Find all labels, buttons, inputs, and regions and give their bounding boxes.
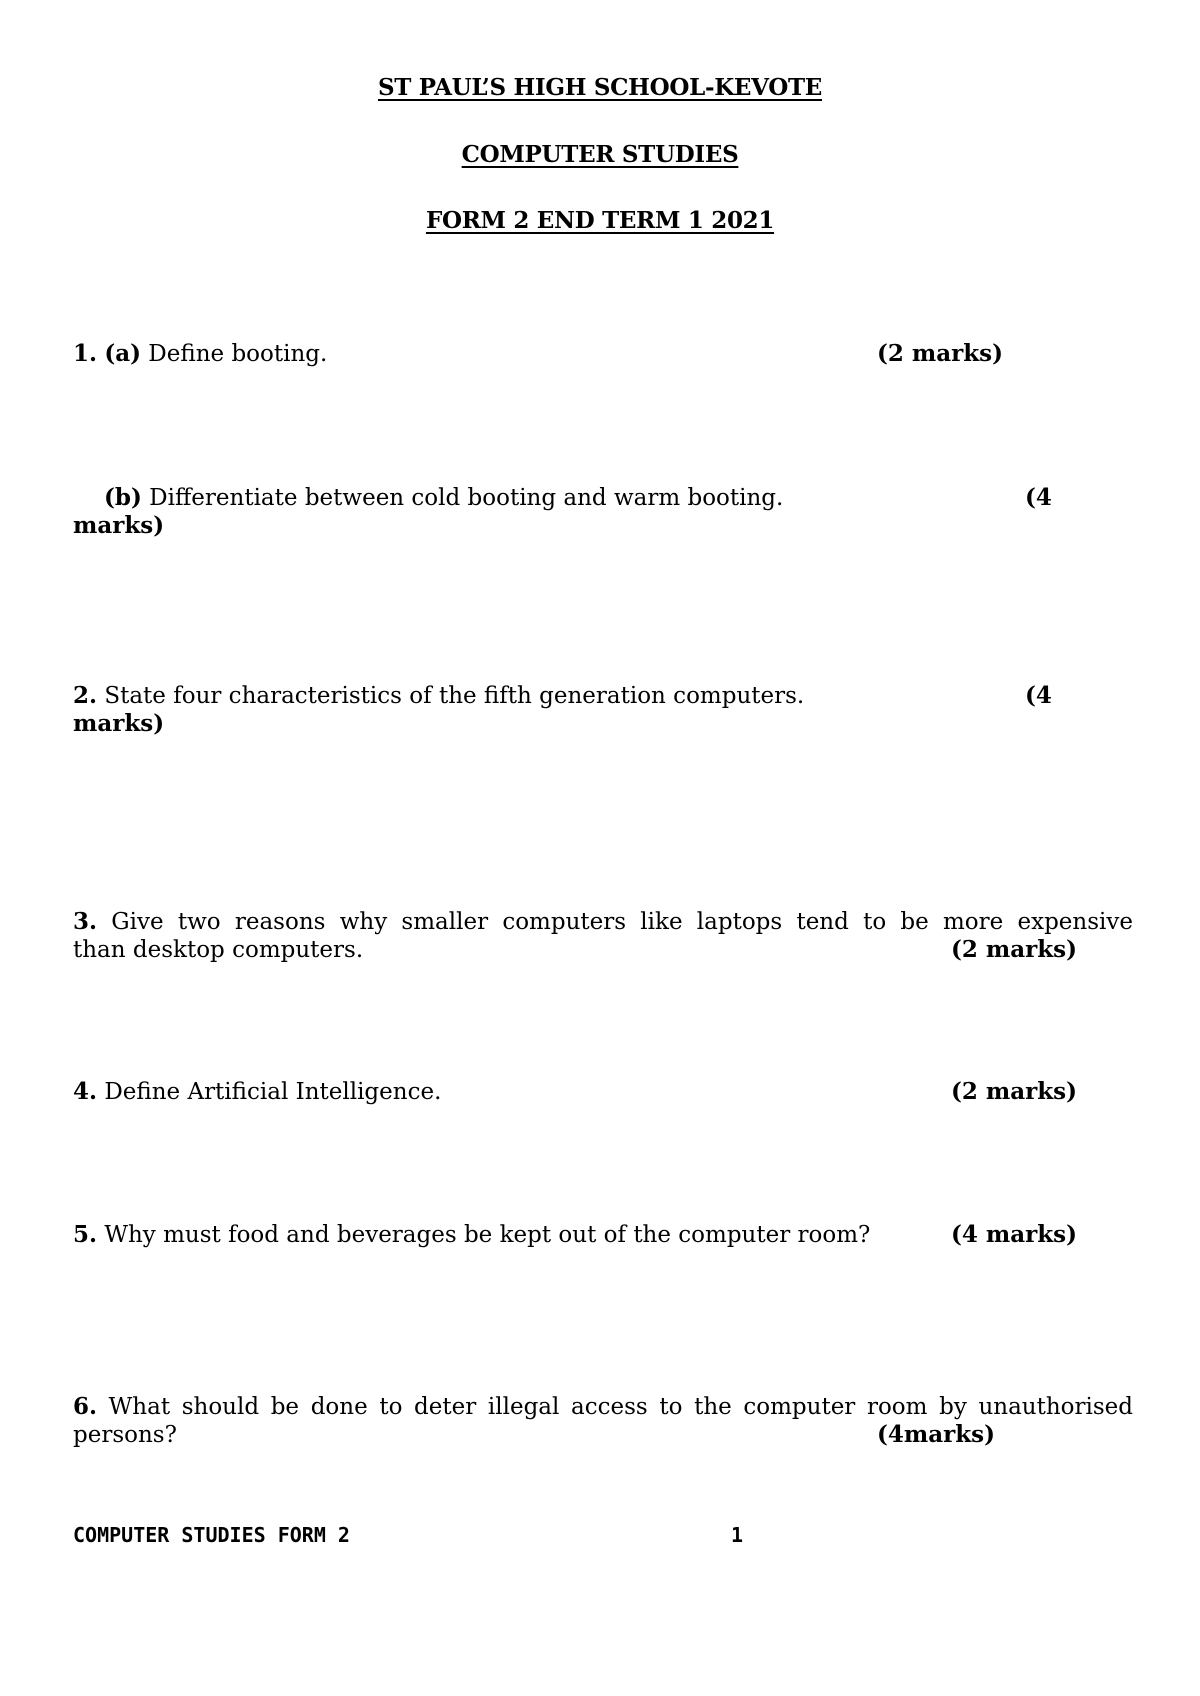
question-6-line-2: persons?: [73, 1422, 177, 1448]
question-number: 6.: [73, 1393, 98, 1420]
question-text: Why must food and beverages be kept out of the computer room?: [97, 1222, 871, 1248]
question-part: (b): [104, 484, 142, 511]
question-1b-marks-open: (4: [1025, 484, 1052, 511]
question-6-line-1: [73, 1393, 1133, 1421]
question-number: 2.: [73, 682, 98, 709]
subject-heading: COMPUTER STUDIES: [461, 141, 739, 168]
question-text: Give two reasons why smaller computers like laptops tend to be more expensive: [97, 909, 1133, 935]
question-4: [73, 1078, 441, 1106]
question-number: 1.: [73, 340, 98, 367]
question-text: Define booting.: [141, 341, 328, 367]
question-1a: [73, 340, 327, 368]
question-3-line-1: [73, 908, 1133, 936]
school-name-heading: ST PAUL’S HIGH SCHOOL-KEVOTE: [377, 74, 823, 101]
question-4-marks: (2 marks): [951, 1078, 1078, 1105]
question-2-marks-open: (4: [1025, 682, 1052, 709]
question-number: 4.: [73, 1078, 98, 1105]
question-5: [73, 1221, 870, 1249]
footer-label: COMPUTER STUDIES FORM 2: [73, 1523, 350, 1547]
question-5-marks: (4 marks): [951, 1221, 1078, 1248]
question-3-marks: (2 marks): [951, 936, 1078, 963]
question-6-marks: (4marks): [877, 1421, 996, 1448]
question-number: 3.: [73, 908, 98, 935]
question-text: State four characteristics of the fifth generation computers.: [97, 683, 805, 709]
question-2-marks-close: marks): [73, 710, 165, 737]
question-1b-marks-close: marks): [73, 512, 165, 539]
question-2: [73, 682, 804, 710]
question-text: Differentiate between cold booting and warm booting.: [141, 485, 784, 511]
question-1a-marks: (2 marks): [877, 340, 1004, 367]
question-number: 5.: [73, 1221, 98, 1248]
exam-title-heading: FORM 2 END TERM 1 2021: [425, 207, 775, 234]
question-text: Define Artificial Intelligence.: [97, 1079, 442, 1105]
question-1b: [104, 484, 783, 512]
page-number: 1: [731, 1523, 744, 1547]
question-part: (a): [104, 340, 141, 367]
question-3-line-2: than desktop computers.: [73, 937, 364, 963]
question-text: What should be done to deter illegal access to the computer room by unauthorised: [97, 1394, 1133, 1420]
